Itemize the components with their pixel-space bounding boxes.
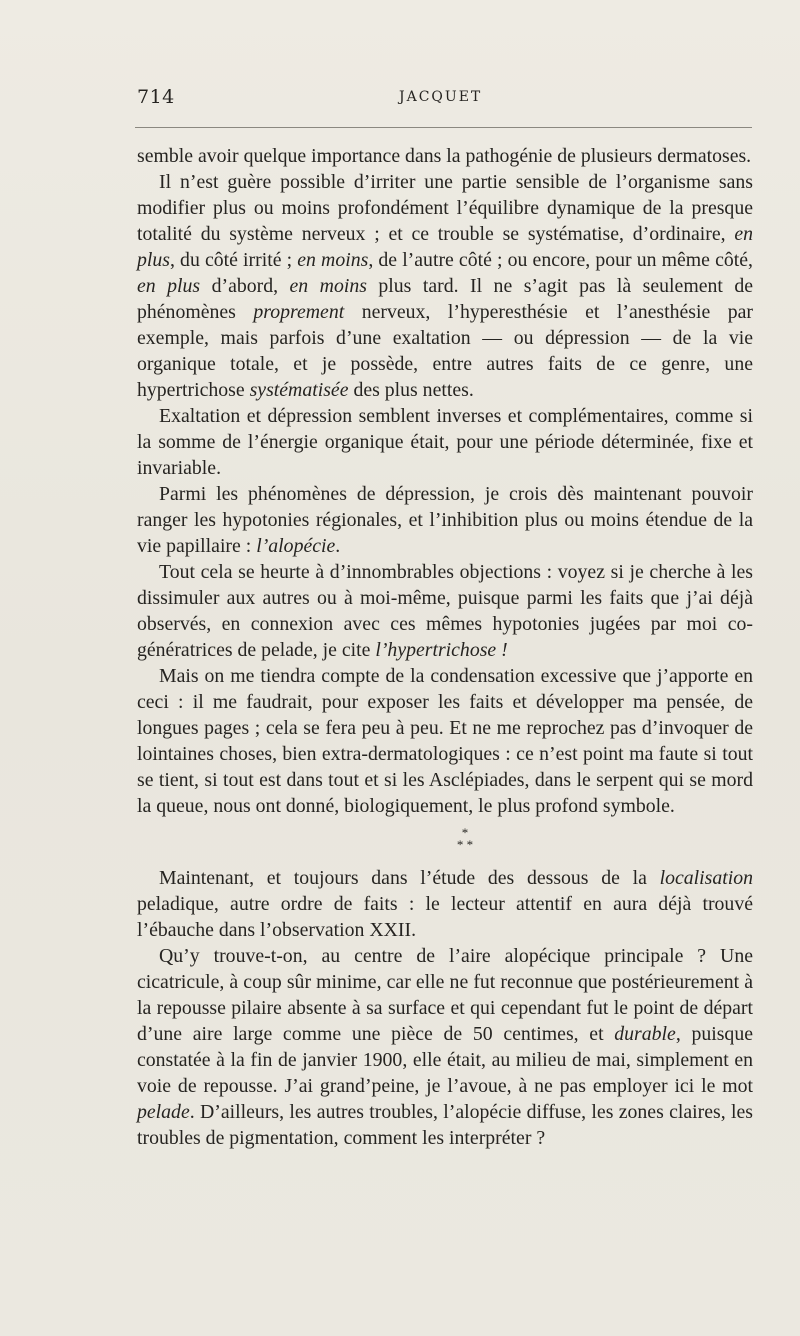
body-text	[137, 143, 753, 1151]
paragraph-8: Qu’y trouve-t-on, au centre de l’aire alopécique principale ? Une cicatricule, à coup sûr minime, car elle ne fut reconnue que postérieurement à la repousse pilaire absente à sa surface et qui cependant fut le point de départ d’une aire large comme une pièce de 50 centimes, et durable, puisque constatée à la fin de janvier 1900, elle était, au milieu de mai, simplement en voie de repousse. J’ai grand’peine, je l’avoue, à ne pas employer ici le mot pelade. D’ailleurs, les autres troubles, l’alopécie diffuse, les zones claires, les troubles de pigmentation, comment les interpréter ?	[137, 945, 753, 1149]
paragraph-2: Il n’est guère possible d’irriter une partie sensible de l’organisme sans modifier plus ou moins profondément l’équilibre dynamique de la presque totalité du système nerveux ; et ce trouble se systématise, d’ordinaire, en plus, du côté irrité ; en moins, de l’autre côté ; ou encore, pour un même côté, en plus d’abord, en moins plus tard. Il ne s’agit pas là seulement de phénomènes proprement nerveux, l’hyperesthésie et l’anesthésie par exemple, mais parfois d’une exaltation — ou dépression — de la vie organique totale, et je possède, entre autres faits de ce genre, une hypertrichose systématisée des plus nettes.	[137, 171, 754, 401]
paragraph-3: Exaltation et dépression semblent inverses et complémentaires, comme si la somme de l’énergie organique était, pour une période déterminée, fixe et invariable.	[137, 405, 753, 479]
section-separator	[137, 827, 753, 851]
separator-asterisk-top: *	[461, 825, 469, 840]
separator-asterisks-bottom: * *	[456, 837, 474, 852]
paragraph-5: Tout cela se heurte à d’innombrables objections : voyez si je cherche à les dissimuler aux autres ou à moi-même, puisque parmi les faits que j’ai déjà observés, en connexion avec ces mêmes hypotonies jugées par moi co-génératrices de pelade, je cite l’hypertrichose !	[137, 561, 753, 661]
paragraph-7: Maintenant, et toujours dans l’étude des dessous de la localisation peladique, autre ordre de faits : le lecteur attentif en aura déjà trouvé l’ébauche dans l’observation XXII.	[137, 867, 753, 941]
paragraph-1: semble avoir quelque importance dans la pathogénie de plusieurs dermatoses.	[137, 145, 752, 167]
paragraph-6: Mais on me tiendra compte de la condensation excessive que j’apporte en ceci : il me faudrait, pour exposer les faits et développer ma pensée, de longues pages ; cela se fera peu à peu. Et ne me reprochez pas d’invoquer de lointaines choses, bien extra-dermatologiques : ce n’est point ma faute si tout se tient, si tout est dans tout et si les Asclépiades, dans le serpent qui se mord la queue, nous ont donné, biologiquement, le plus profond symbole.	[137, 665, 753, 817]
running-head	[137, 86, 753, 112]
running-title: JACQUET	[399, 89, 483, 105]
page-number: 714	[137, 86, 175, 108]
header-rule	[135, 127, 752, 128]
paragraph-4: Parmi les phénomènes de dépression, je crois dès maintenant pouvoir ranger les hypotonies régionales, et l’inhibition plus ou moins étendue de la vie papillaire : l’alopécie.	[137, 483, 753, 557]
